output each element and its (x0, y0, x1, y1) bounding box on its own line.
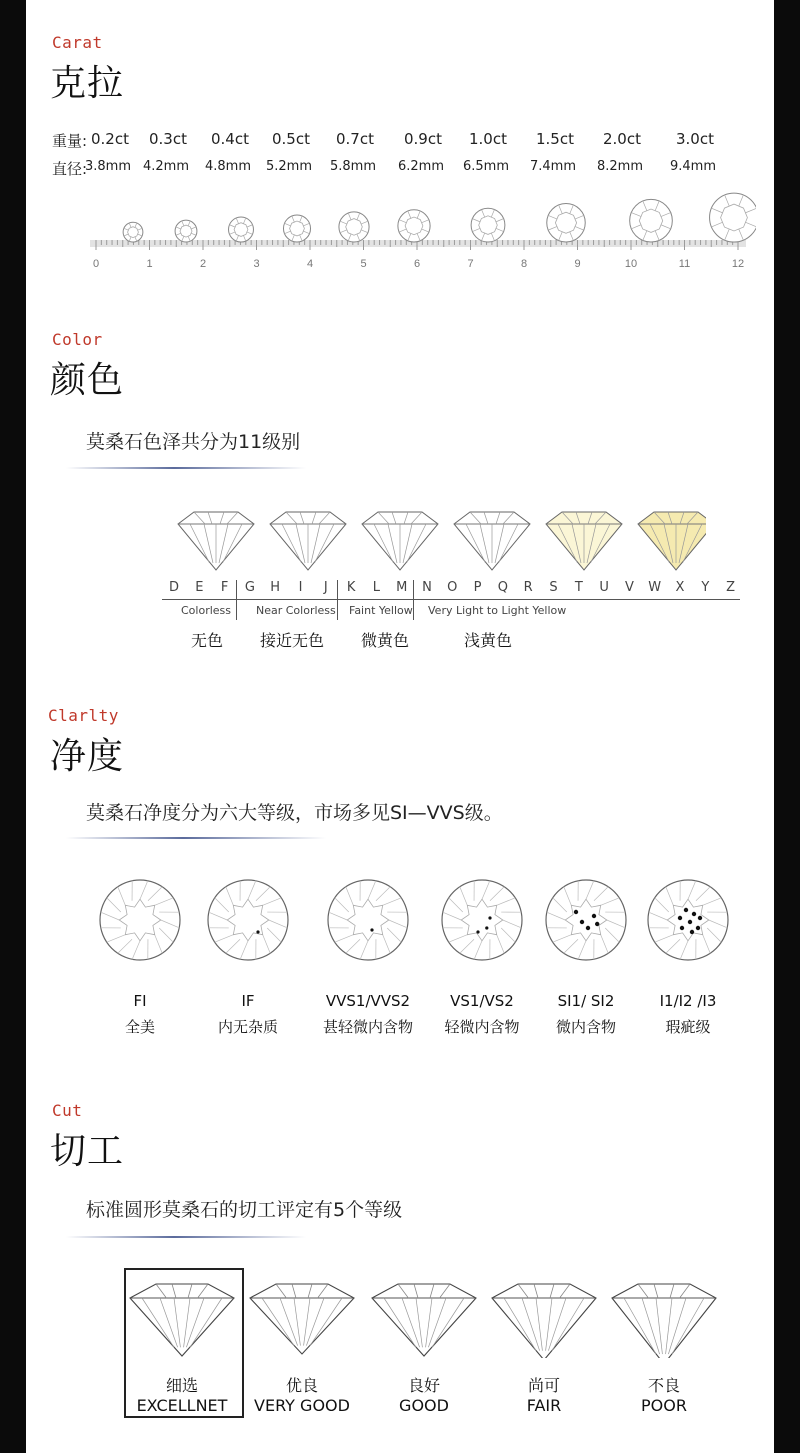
color-diamond (178, 512, 254, 570)
cut-diamond (126, 1278, 238, 1358)
inclusion-dot (690, 930, 694, 934)
carat-weight: 1.5ct (536, 130, 574, 148)
cut-grade-zh: 不良 (647, 1376, 680, 1395)
ruler-tick-label: 9 (574, 258, 581, 270)
color-section (26, 300, 774, 670)
carat-stone (471, 208, 505, 242)
inclusion-dot (370, 928, 373, 931)
ruler-tick-label: 5 (360, 258, 367, 270)
inclusion-dot (692, 912, 696, 916)
color-grade-letter: K (346, 580, 356, 595)
carat-diameter: 5.8mm (329, 159, 376, 174)
color-group-en: Colorless (181, 604, 232, 617)
ruler-tick-label: 1 (146, 258, 153, 270)
cut-en-title: Cut (52, 1101, 83, 1120)
color-group-zh: 无色 (191, 631, 224, 650)
carat-stone (339, 212, 369, 242)
color-group-zh: 接近无色 (260, 631, 325, 650)
carat-stone (630, 199, 673, 242)
carat-diameter: 8.2mm (596, 159, 643, 174)
carat-diameter: 4.8mm (204, 159, 251, 174)
carat-weight: 0.9ct (404, 130, 442, 148)
clarity-en-title: Clarlty (48, 706, 119, 725)
clarity-grade-zh: 全美 (124, 1018, 155, 1036)
inclusion-dot (684, 908, 688, 912)
color-grade-letter: U (599, 580, 609, 595)
cut-section (26, 1095, 774, 1453)
cut-grade-en: POOR (641, 1396, 687, 1415)
cut-grade-en: FAIR (526, 1396, 562, 1415)
clarity-stone (95, 875, 185, 965)
carat-section (26, 0, 774, 300)
color-diamond (454, 512, 530, 570)
carat-diameter: 5.2mm (265, 159, 312, 174)
clarity-stone (323, 875, 413, 965)
color-grade-letter: Z (726, 580, 736, 595)
ruler-tick-label: 0 (92, 258, 100, 270)
ruler-tick-label: 11 (678, 258, 691, 270)
inclusion-dot (574, 910, 578, 914)
clarity-intro: 莫桑石净度分为六大等级，市场多见SI—VVS级。 (86, 802, 503, 824)
color-divider (66, 467, 306, 469)
inclusion-dot (698, 916, 702, 920)
cut-grade-zh: 优良 (285, 1376, 318, 1395)
carat-weight: 3.0ct (676, 130, 714, 148)
clarity-section (26, 700, 774, 1080)
inclusion-dot (485, 926, 488, 929)
color-group-en: Very Light to Light Yellow (428, 604, 567, 617)
color-grade-letter: L (372, 580, 381, 595)
left-edge-bar (0, 0, 26, 1453)
color-group-zh: 微黄色 (361, 631, 410, 650)
carat-stone (175, 220, 197, 242)
ruler-tick-label: 2 (199, 258, 207, 270)
carat-weight: 0.3ct (149, 130, 187, 148)
inclusion-dot (592, 914, 596, 918)
color-grade-letter: G (244, 580, 255, 595)
carat-stone (547, 204, 585, 242)
color-diamond (270, 512, 346, 570)
clarity-stone (643, 875, 733, 965)
color-grade-letter: E (195, 580, 204, 595)
color-grade-letter: J (323, 580, 328, 595)
cut-grade-row (116, 1278, 736, 1428)
color-diamond (362, 512, 438, 570)
inclusion-dot (595, 922, 599, 926)
ruler-tick-label: 6 (413, 258, 421, 270)
color-zh-title: 颜色 (50, 360, 125, 401)
color-scale-line (162, 599, 740, 600)
carat-stone (123, 222, 143, 242)
cut-grade-en: GOOD (399, 1396, 449, 1415)
inclusion-dot (580, 920, 584, 924)
clarity-zh-title: 净度 (50, 736, 125, 777)
clarity-grade-zh: 内无杂质 (217, 1018, 278, 1036)
carat-zh-title: 克拉 (50, 63, 125, 104)
inclusion-dot (678, 916, 682, 920)
carat-weight: 0.2ct (91, 130, 129, 148)
clarity-grade-code: VS1/VS2 (450, 992, 514, 1010)
carat-diameter: 6.5mm (462, 159, 509, 174)
inclusion-dot (680, 926, 684, 930)
carat-en-title: Carat (52, 33, 103, 52)
carat-weight: 2.0ct (603, 130, 641, 148)
cut-intro: 标准圆形莫桑石的切工评定有5个等级 (86, 1199, 403, 1221)
color-grade-letter: R (523, 580, 533, 595)
cut-diamond (488, 1278, 600, 1358)
carat-weight: 0.7ct (336, 130, 374, 148)
ruler-tick-label: 3 (253, 258, 260, 270)
inclusion-dot (476, 930, 479, 933)
carat-ruler-figure (76, 185, 756, 275)
clarity-grade-code: VVS1/VVS2 (325, 992, 411, 1010)
ruler-tick-label: 10 (624, 258, 638, 270)
cut-zh-title: 切工 (50, 1131, 125, 1172)
cut-grade-zh: 尚可 (527, 1376, 560, 1395)
inclusion-dot (256, 930, 259, 933)
cut-grade-en: EXCELLNET (136, 1396, 228, 1415)
cut-divider (66, 1236, 306, 1238)
color-group-separator (337, 580, 338, 620)
clarity-grade-code: I1/I2 /I3 (659, 992, 717, 1010)
weight-label: 重量: (52, 132, 88, 150)
clarity-grade-code: SI1/ SI2 (557, 992, 615, 1010)
color-grade-letter: Y (701, 580, 710, 595)
cut-grade-en: VERY GOOD (254, 1396, 350, 1415)
clarity-divider (66, 837, 326, 839)
color-grade-letter: O (447, 580, 458, 595)
carat-weight: 1.0ct (469, 130, 507, 148)
carat-stone (283, 215, 310, 242)
cut-diamond (246, 1278, 358, 1358)
color-grade-letter: S (549, 580, 558, 595)
color-group-separator (413, 580, 414, 620)
carat-diameter: 4.2mm (142, 159, 189, 174)
color-grade-letter: X (675, 580, 685, 595)
color-intro: 莫桑石色泽共分为11级别 (86, 431, 301, 453)
inclusion-dot (688, 920, 692, 924)
cut-diamond (368, 1278, 480, 1358)
ruler-tick-label: 7 (467, 258, 474, 270)
clarity-grade-zh: 轻微内含物 (444, 1018, 520, 1036)
color-grade-letter: F (220, 580, 229, 595)
ruler-tick-label: 12 (731, 258, 745, 270)
color-grade-letter: I (298, 580, 303, 595)
clarity-grade-code: FI (133, 992, 147, 1010)
color-grade-letter: P (473, 580, 482, 595)
carat-stone (398, 210, 430, 242)
color-grade-letter: V (624, 580, 634, 595)
ruler-tick-label: 8 (520, 258, 528, 270)
cut-diamond (608, 1278, 720, 1358)
color-grade-letter: N (422, 580, 432, 595)
carat-diameter: 9.4mm (669, 159, 716, 174)
inclusion-dot (696, 926, 700, 930)
color-grade-letter: H (270, 580, 281, 595)
color-group-separator (236, 580, 237, 620)
color-diamond-row (146, 508, 706, 578)
diameter-label: 直径: (52, 160, 88, 178)
color-group-en: Faint Yellow (349, 604, 413, 617)
carat-stone (710, 193, 756, 242)
clarity-grade-zh: 甚轻微内含物 (322, 1018, 413, 1036)
right-edge-bar (774, 0, 800, 1453)
color-grade-scale (146, 576, 746, 656)
color-group-en: Near Colorless (256, 604, 336, 617)
carat-diameter: 6.2mm (397, 159, 444, 174)
clarity-grade-zh: 瑕疵级 (665, 1018, 711, 1036)
carat-weight: 0.4ct (211, 130, 249, 148)
color-grade-letter: Q (497, 580, 508, 595)
color-group-zh: 浅黄色 (464, 631, 513, 650)
clarity-stone (203, 875, 293, 965)
carat-diameter: 3.8mm (84, 159, 131, 174)
clarity-grade-row (26, 875, 774, 1050)
carat-weight: 0.5ct (272, 130, 310, 148)
inclusion-dot (488, 916, 491, 919)
color-en-title: Color (52, 330, 103, 349)
carat-diameter: 7.4mm (529, 159, 576, 174)
color-diamond (546, 512, 622, 570)
clarity-stone (437, 875, 527, 965)
color-grade-letter: W (648, 580, 662, 595)
color-grade-letter: D (168, 580, 179, 595)
inclusion-dot (586, 926, 590, 930)
color-grade-letter: T (574, 580, 583, 595)
clarity-grade-zh: 微内含物 (555, 1018, 616, 1036)
carat-stone (229, 217, 254, 242)
clarity-stone (541, 875, 631, 965)
cut-grade-zh: 细选 (165, 1376, 198, 1395)
cut-grade-zh: 良好 (407, 1376, 440, 1395)
color-grade-letter: M (396, 580, 408, 595)
ruler-tick-label: 4 (306, 258, 314, 270)
color-diamond (638, 512, 706, 570)
clarity-grade-code: IF (241, 992, 255, 1010)
